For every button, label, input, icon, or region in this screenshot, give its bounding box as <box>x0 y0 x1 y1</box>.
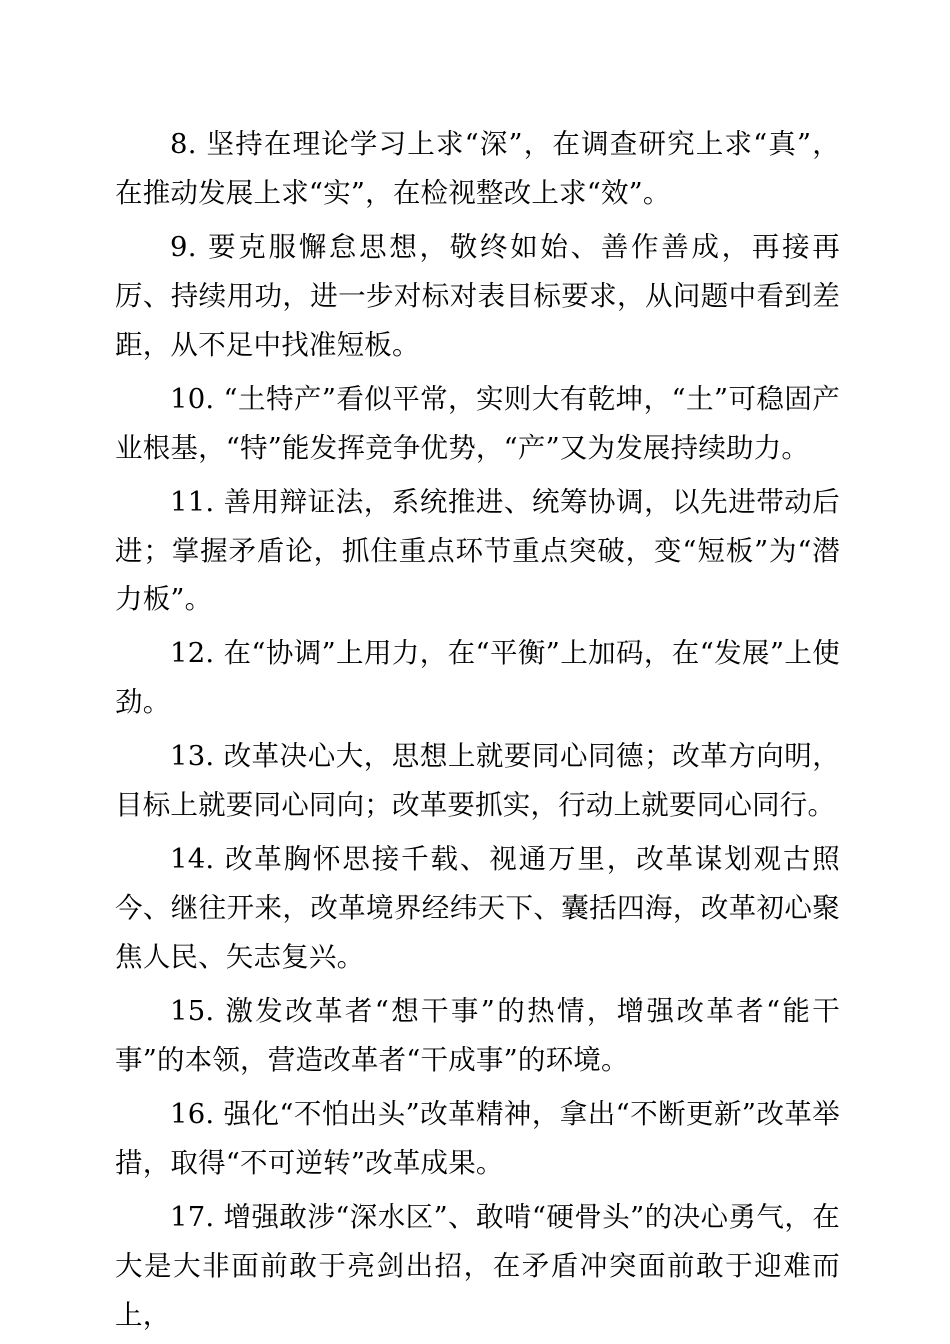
paragraph-12: 12. 在“协调”上用力，在“平衡”上加码，在“发展”上使劲。 <box>115 637 840 719</box>
paragraph-8: 8. 坚持在理论学习上求“深”，在调查研究上求“真”，在推动发展上求“实”，在检视整改上求“效”。 <box>115 128 840 209</box>
paragraph-13: 13. 改革决心大，思想上就要同心同德；改革方向明，目标上就要同心同向；改革要抓实，行动上就要同心同行。 <box>115 740 840 822</box>
paragraph-14: 14. 改革胸怀思接千载、视通万里，改革谋划观古照今、继往开来，改革境界经纬天下、囊括四海，改革初心聚焦人民、矢志复兴。 <box>115 843 840 973</box>
paragraph-10: 10. “土特产”看似平常，实则大有乾坤，“土”可稳固产业根基，“特”能发挥竞争优势，“产”又为发展持续助力。 <box>115 382 840 464</box>
paragraph-9: 9. 要克服懈怠思想，敬终如始、善作善成，再接再厉、持续用功，进一步对标对表目标要求，从问题中看到差距，从不足中找准短板。 <box>115 230 840 361</box>
paragraph-15: 15. 激发改革者“想干事”的热情，增强改革者“能干事”的本领，营造改革者“干成事”的环境。 <box>115 994 840 1076</box>
paragraph-11: 11. 善用辩证法，系统推进、统筹协调，以先进带动后进；掌握矛盾论，抓住重点环节重点突破，变“短板”为“潜力板”。 <box>115 485 840 616</box>
paragraph-16: 16. 强化“不怕出头”改革精神，拿出“不断更新”改革举措，取得“不可逆转”改革成果。 <box>115 1097 840 1179</box>
paragraph-17: 17. 增强敢涉“深水区”、敢啃“硬骨头”的决心勇气，在大是大非面前敢于亮剑出招，在矛盾冲突面前敢于迎难而上， <box>115 1200 840 1331</box>
document-text-body <box>115 120 840 1340</box>
